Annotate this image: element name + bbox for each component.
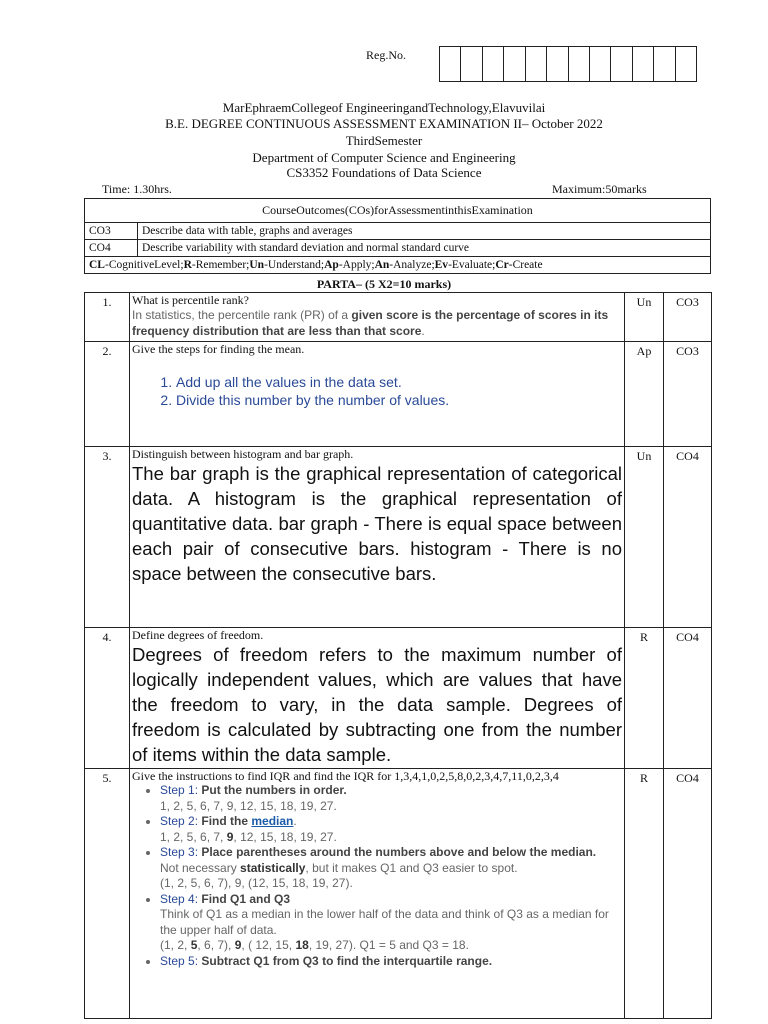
semester: ThirdSemester bbox=[345, 133, 423, 148]
detail-part: (1, 2, bbox=[160, 938, 191, 952]
question-number: 1. bbox=[85, 293, 130, 342]
co-row bbox=[85, 240, 711, 257]
exam-title: B.E. DEGREE CONTINUOUS ASSESSMENT EXAMINATION II– October 2022 bbox=[165, 116, 603, 131]
part-a-title: PARTA– (5 X2=10 marks) bbox=[316, 277, 452, 291]
step-heading: Subtract Q1 from Q3 to find the interquartile range. bbox=[201, 953, 493, 968]
list-item: 1. Add up all the values in the data set. bbox=[176, 373, 622, 391]
legend-value: -Remember; bbox=[191, 259, 250, 271]
q1-value: 5 bbox=[190, 938, 198, 952]
legend-value: -Understand; bbox=[264, 259, 325, 271]
college-name: MarEphraemCollegeof EngineeringandTechnology,Elavuvilai bbox=[222, 100, 546, 115]
step-label: Step 1: bbox=[160, 783, 202, 797]
detail-part: , ( 12, 15, bbox=[241, 938, 296, 952]
step-detail bbox=[160, 938, 622, 954]
answer-text: Degrees of freedom refers to the maximum number of logically independent values, which are values that have the freedom to vary, in the data sample. Degrees of freedom is calculated by subtracting one from the number of items within the data sample. bbox=[132, 644, 622, 765]
step-detail bbox=[160, 861, 622, 877]
detail-part: , 12, 15, 18, 19, 27. bbox=[233, 829, 337, 844]
question-row bbox=[85, 769, 712, 1019]
reg-no-box[interactable] bbox=[654, 47, 675, 81]
legend-value: -CognitiveLevel; bbox=[104, 259, 184, 271]
legend-value: -Evaluate; bbox=[448, 259, 496, 271]
course-outcome: CO4 bbox=[664, 447, 712, 628]
cognitive-level-legend bbox=[85, 257, 711, 274]
legend-key: CL bbox=[89, 259, 105, 271]
step-detail bbox=[160, 830, 622, 846]
reg-no-box[interactable] bbox=[483, 47, 504, 81]
step-heading: Place parentheses around the numbers above and below the median. bbox=[201, 845, 597, 859]
step-heading: Find Q1 and Q3 bbox=[201, 891, 291, 906]
list-item: 2. Divide this number by the number of values. bbox=[176, 391, 622, 409]
answer-part: In statistics, the percentile rank (PR) of a bbox=[132, 308, 352, 322]
course-outcome: CO4 bbox=[664, 769, 712, 1019]
reg-no-box[interactable] bbox=[569, 47, 590, 81]
list-item bbox=[160, 814, 622, 845]
step-label: Step 5: bbox=[160, 953, 202, 968]
q3-value: 18 bbox=[295, 938, 309, 952]
question-row bbox=[85, 447, 712, 628]
step-label: Step 2: bbox=[160, 814, 202, 828]
detail-part: , 6, 7), bbox=[197, 938, 235, 952]
legend-key: Un bbox=[249, 259, 265, 271]
question-cell bbox=[130, 342, 625, 447]
question-cell bbox=[130, 447, 625, 628]
step-heading: Put the numbers in order. bbox=[201, 783, 347, 797]
detail-emphasis: statistically bbox=[240, 860, 306, 875]
question-number: 2. bbox=[85, 342, 130, 447]
step-label: Step 4: bbox=[160, 891, 202, 906]
question-number: 3. bbox=[85, 447, 130, 628]
answer-emphasis: given score is the percentage of scores in its frequency distribution that are less than that score bbox=[132, 308, 609, 338]
cognitive-level: Un bbox=[625, 447, 664, 628]
cognitive-level: R bbox=[625, 628, 664, 769]
detail-part: , 19, 27). Q1 = 5 and Q3 = 18. bbox=[308, 938, 469, 952]
reg-no-box[interactable] bbox=[440, 47, 461, 81]
max-marks: Maximum:50marks bbox=[552, 182, 647, 196]
question-row bbox=[85, 342, 712, 447]
step-heading: Find the bbox=[201, 814, 252, 828]
exam-time: Time: 1.30hrs. bbox=[102, 182, 172, 196]
course-outcome: CO3 bbox=[664, 293, 712, 342]
detail-part: Not necessary bbox=[160, 860, 241, 875]
question-cell bbox=[130, 628, 625, 769]
list-item bbox=[160, 892, 622, 954]
co-code: CO4 bbox=[85, 240, 138, 257]
cognitive-level: Ap bbox=[625, 342, 664, 447]
question-text: Distinguish between histogram and bar graph. bbox=[132, 447, 354, 461]
co-table-title: CourseOutcomes(COs)forAssessmentinthisExamination bbox=[85, 199, 711, 223]
reg-no-box[interactable] bbox=[547, 47, 568, 81]
median-link[interactable]: median bbox=[251, 814, 294, 828]
co-description: Describe data with table, graphs and averages bbox=[138, 223, 711, 240]
part-a-table bbox=[84, 292, 712, 1019]
reg-no-box[interactable] bbox=[633, 47, 654, 81]
list-item bbox=[160, 845, 622, 892]
question-row bbox=[85, 293, 712, 342]
question-text: Define degrees of freedom. bbox=[132, 628, 264, 642]
cognitive-level: R bbox=[625, 769, 664, 1019]
co-code: CO3 bbox=[85, 223, 138, 240]
answer-text bbox=[132, 307, 622, 339]
co-description: Describe variability with standard deviation and normal standard curve bbox=[138, 240, 711, 257]
course-outcome: CO4 bbox=[664, 628, 712, 769]
reg-no-boxes[interactable] bbox=[439, 46, 697, 82]
question-row bbox=[85, 628, 712, 769]
detail-part: 1, 2, 5, 6, 7, bbox=[160, 829, 227, 844]
reg-no-box[interactable] bbox=[590, 47, 611, 81]
course-outcome: CO3 bbox=[664, 342, 712, 447]
step-label: Step 3: bbox=[160, 845, 202, 859]
reg-no-box[interactable] bbox=[526, 47, 547, 81]
legend-key: R bbox=[183, 259, 192, 271]
reg-no-label: Reg.No. bbox=[366, 48, 406, 62]
median-value: 9 bbox=[234, 938, 242, 952]
legend-key: An bbox=[374, 259, 390, 271]
legend-key: Ap bbox=[324, 259, 339, 271]
question-number: 5. bbox=[85, 769, 130, 1019]
course-name: CS3352 Foundations of Data Science bbox=[286, 165, 482, 180]
reg-no-box[interactable] bbox=[461, 47, 482, 81]
course-outcomes-table bbox=[84, 198, 711, 274]
answer-text: The bar graph is the graphical representation of categorical data. A histogram is the graphical representation of quantitative data. bar graph - There is equal space between each pair of consecutive bars. histogram - There is no space between the consecutive bars. bbox=[132, 463, 622, 584]
legend-key: Cr bbox=[495, 259, 509, 271]
co-table-header-row bbox=[85, 199, 711, 223]
legend-value: -Create bbox=[508, 259, 543, 271]
department: Department of Computer Science and Engineering bbox=[252, 150, 516, 165]
question-cell bbox=[130, 293, 625, 342]
co-row bbox=[85, 223, 711, 240]
step-detail: Think of Q1 as a median in the lower half of the data and think of Q3 as a median for the upper half of data. bbox=[160, 907, 609, 937]
legend-value: -Apply; bbox=[338, 259, 375, 271]
legend-key: Ev bbox=[434, 259, 449, 271]
reg-no-box[interactable] bbox=[504, 47, 525, 81]
median-value: 9 bbox=[226, 829, 234, 844]
mean-steps-list bbox=[176, 373, 622, 409]
reg-no-box[interactable] bbox=[676, 47, 696, 81]
step-detail: (1, 2, 5, 6, 7), 9, (12, 15, 18, 19, 27). bbox=[160, 876, 353, 890]
cognitive-level-legend-row bbox=[85, 257, 711, 274]
cognitive-level: Un bbox=[625, 293, 664, 342]
question-number: 4. bbox=[85, 628, 130, 769]
question-cell bbox=[130, 769, 625, 1019]
list-item bbox=[160, 954, 622, 970]
legend-value: -Analyze; bbox=[389, 259, 435, 271]
step-detail: 1, 2, 5, 6, 7, 9, 12, 15, 18, 19, 27. bbox=[160, 798, 337, 813]
answer-part: . bbox=[421, 324, 425, 338]
question-text: What is percentile rank? bbox=[132, 293, 249, 307]
question-text: Give the steps for finding the mean. bbox=[132, 342, 305, 356]
list-item bbox=[160, 783, 622, 814]
detail-part: , but it makes Q1 and Q3 easier to spot. bbox=[305, 860, 518, 875]
reg-no-box[interactable] bbox=[611, 47, 632, 81]
question-text: Give the instructions to find IQR and find the IQR for 1,3,4,1,0,2,5,8,0,2,3,4,7,11,0,2,3,4 bbox=[132, 769, 559, 783]
iqr-steps-list bbox=[132, 783, 622, 969]
step-heading-end: . bbox=[293, 814, 297, 828]
